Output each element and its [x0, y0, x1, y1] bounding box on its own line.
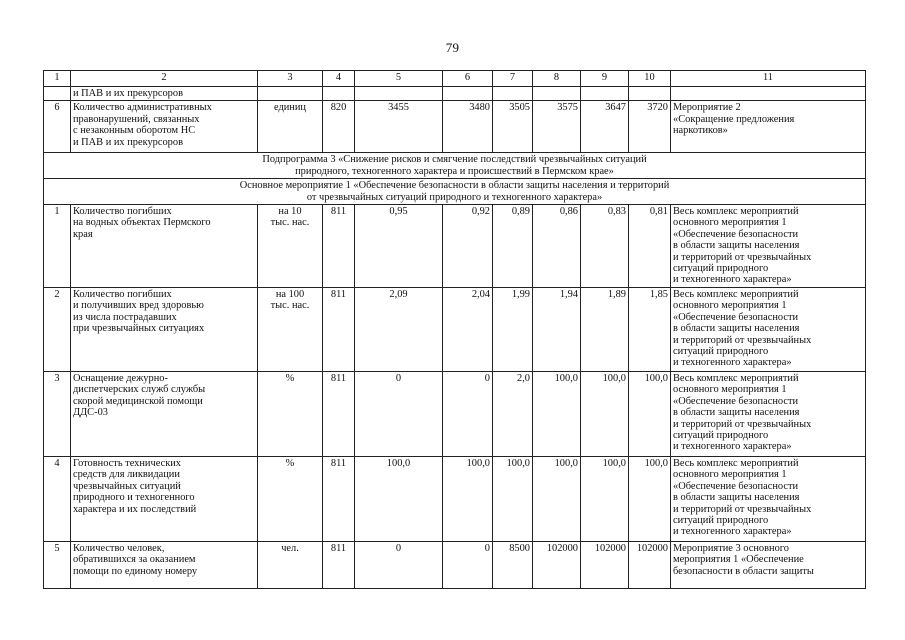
value: 100,0: [493, 457, 533, 542]
value: 3480: [443, 101, 493, 153]
value: 0,89: [493, 205, 533, 288]
column-number: 7: [493, 71, 533, 87]
column-number: 1: [44, 71, 71, 87]
table-row: [44, 205, 866, 288]
unit: на 10 тыс. нас.: [258, 205, 323, 288]
indicator-name: Количество погибших и получивших вред здоровью из числа пострадавших при чрезвычайных ситуациях: [71, 288, 258, 372]
indicators-table: [43, 70, 866, 589]
table-row: [44, 288, 866, 372]
unit: чел.: [258, 542, 323, 589]
event-description: Весь комплекс мероприятий основного мероприятия 1 «Обеспечение безопасности в области защиты населения и территорий от чрезвычайных ситуаций природного и техногенного характера»: [671, 457, 866, 542]
value: 100,0: [533, 372, 581, 457]
code: 820: [323, 101, 355, 153]
value: 0: [355, 372, 443, 457]
indicator-name: Готовность технических средств для ликвидации чрезвычайных ситуаций природного и техногенного характера и их последствий: [71, 457, 258, 542]
value: 0: [443, 542, 493, 589]
indicator-name: Количество погибших на водных объектах Пермского края: [71, 205, 258, 288]
indicator-name: и ПАВ и их прекурсоров: [71, 87, 258, 101]
event-description: Мероприятие 3 основного мероприятия 1 «Обеспечение безопасности в области защиты: [671, 542, 866, 589]
column-number: 4: [323, 71, 355, 87]
indicator-name: Количество административных правонарушений, связанных с незаконным оборотом НС и ПАВ и их прекурсоров: [71, 101, 258, 153]
row-number: 6: [44, 101, 71, 153]
column-number: 2: [71, 71, 258, 87]
unit: %: [258, 372, 323, 457]
table-row: [44, 372, 866, 457]
column-number: 9: [581, 71, 629, 87]
value: 102000: [533, 542, 581, 589]
value: 0: [355, 542, 443, 589]
subprogram-title: Подпрограмма 3 «Снижение рисков и смягчение последствий чрезвычайных ситуаций природного, техногенного характера и происшествий в Пермском крае»: [44, 153, 866, 179]
code: 811: [323, 288, 355, 372]
value: 100,0: [533, 457, 581, 542]
value: 0,95: [355, 205, 443, 288]
value: 3720: [629, 101, 671, 153]
value: 1,85: [629, 288, 671, 372]
value: 2,09: [355, 288, 443, 372]
unit: на 100 тыс. нас.: [258, 288, 323, 372]
value: 100,0: [629, 372, 671, 457]
code: 811: [323, 457, 355, 542]
column-number: 10: [629, 71, 671, 87]
value: 1,99: [493, 288, 533, 372]
event-description: Весь комплекс мероприятий основного мероприятия 1 «Обеспечение безопасности в области защиты населения и территорий от чрезвычайных ситуаций природного и техногенного характера»: [671, 205, 866, 288]
code: 811: [323, 205, 355, 288]
value: 1,94: [533, 288, 581, 372]
value: 2,04: [443, 288, 493, 372]
column-number: 3: [258, 71, 323, 87]
unit: %: [258, 457, 323, 542]
value: 100,0: [355, 457, 443, 542]
page-number: 79: [445, 40, 460, 55]
continuation-row: [44, 87, 866, 101]
value: 3575: [533, 101, 581, 153]
value: 1,89: [581, 288, 629, 372]
main-event-row: [44, 179, 866, 205]
code: 811: [323, 372, 355, 457]
column-number-row: [44, 71, 866, 87]
value: 102000: [581, 542, 629, 589]
table-row: [44, 457, 866, 542]
value: 3647: [581, 101, 629, 153]
value: 0,83: [581, 205, 629, 288]
column-number: 6: [443, 71, 493, 87]
value: 100,0: [443, 457, 493, 542]
value: 8500: [493, 542, 533, 589]
value: 0: [443, 372, 493, 457]
unit: единиц: [258, 101, 323, 153]
value: 3455: [355, 101, 443, 153]
value: 3505: [493, 101, 533, 153]
event-description: Весь комплекс мероприятий основного мероприятия 1 «Обеспечение безопасности в области защиты населения и территорий от чрезвычайных ситуаций природного и техногенного характера»: [671, 372, 866, 457]
event-description: Мероприятие 2 «Сокращение предложения наркотиков»: [671, 101, 866, 153]
table-row: [44, 542, 866, 589]
value: 100,0: [629, 457, 671, 542]
row-number: 2: [44, 288, 71, 372]
indicator-name: Оснащение дежурно- диспетчерских служб службы скорой медицинской помощи ДДС-03: [71, 372, 258, 457]
row-number: 5: [44, 542, 71, 589]
table-row: [44, 101, 866, 153]
row-number: 1: [44, 205, 71, 288]
value: 0,81: [629, 205, 671, 288]
value: 2,0: [493, 372, 533, 457]
main-event-title: Основное мероприятие 1 «Обеспечение безопасности в области защиты населения и территорий от чрезвычайных ситуаций природного и техногенного характера»: [44, 179, 866, 205]
value: 0,92: [443, 205, 493, 288]
value: 102000: [629, 542, 671, 589]
value: 100,0: [581, 457, 629, 542]
value: 0,86: [533, 205, 581, 288]
row-number: 3: [44, 372, 71, 457]
subprogram-row: [44, 153, 866, 179]
column-number: 5: [355, 71, 443, 87]
column-number: 8: [533, 71, 581, 87]
code: 811: [323, 542, 355, 589]
row-number: 4: [44, 457, 71, 542]
indicator-name: Количество человек, обратившихся за оказанием помощи по единому номеру: [71, 542, 258, 589]
event-description: Весь комплекс мероприятий основного мероприятия 1 «Обеспечение безопасности в области защиты населения и территорий от чрезвычайных ситуаций природного и техногенного характера»: [671, 288, 866, 372]
value: 100,0: [581, 372, 629, 457]
column-number: 11: [671, 71, 866, 87]
